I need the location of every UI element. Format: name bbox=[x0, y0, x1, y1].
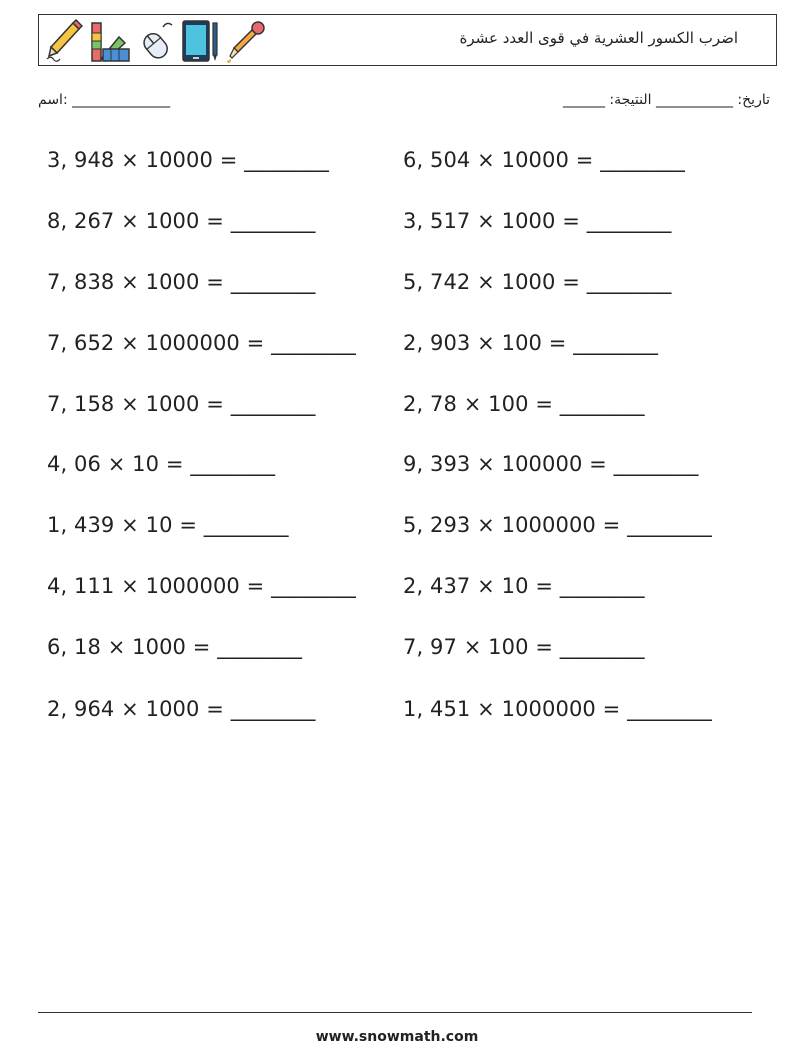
date-score-label: ______ :تاريخ: ___________ النتيجة bbox=[562, 92, 770, 108]
problem-left-5: 7, 158 × 1000 = ________ bbox=[47, 392, 316, 416]
problem-right-10: 1, 451 × 1000000 = ________ bbox=[403, 697, 712, 721]
problem-left-8: 4, 111 × 1000000 = ________ bbox=[47, 574, 356, 598]
problem-right-2: 3, 517 × 1000 = ________ bbox=[403, 209, 672, 233]
problem-left-7: 1, 439 × 10 = ________ bbox=[47, 513, 289, 537]
tablet-stylus-icon bbox=[181, 19, 221, 63]
problem-left-2: 8, 267 × 1000 = ________ bbox=[47, 209, 316, 233]
name-field-label: اسم: ______________ bbox=[38, 92, 171, 108]
problem-left-1: 3, 948 × 10000 = ________ bbox=[47, 148, 329, 172]
problem-right-9: 7, 97 × 100 = ________ bbox=[403, 635, 645, 659]
problem-left-10: 2, 964 × 1000 = ________ bbox=[47, 697, 316, 721]
pencil-icon bbox=[45, 19, 83, 63]
problem-left-4: 7, 652 × 1000000 = ________ bbox=[47, 331, 356, 355]
problem-right-5: 2, 78 × 100 = ________ bbox=[403, 392, 645, 416]
dropper-icon bbox=[227, 19, 267, 63]
worksheet-title: اضرب الكسور العشرية في قوى العدد عشرة bbox=[459, 29, 738, 47]
worksheet-header bbox=[38, 14, 777, 66]
header-icons bbox=[45, 18, 267, 64]
problem-right-4: 2, 903 × 100 = ________ bbox=[403, 331, 659, 355]
computer-mouse-icon bbox=[137, 19, 175, 63]
color-swatches-icon bbox=[89, 19, 131, 63]
problem-right-6: 9, 393 × 100000 = ________ bbox=[403, 452, 699, 476]
problem-right-1: 6, 504 × 10000 = ________ bbox=[403, 148, 685, 172]
problem-right-8: 2, 437 × 10 = ________ bbox=[403, 574, 645, 598]
problem-right-7: 5, 293 × 1000000 = ________ bbox=[403, 513, 712, 537]
problem-right-3: 5, 742 × 1000 = ________ bbox=[403, 270, 672, 294]
footer-divider bbox=[38, 1012, 752, 1013]
problem-left-6: 4, 06 × 10 = ________ bbox=[47, 452, 276, 476]
problem-left-9: 6, 18 × 1000 = ________ bbox=[47, 635, 303, 659]
footer-url: www.snowmath.com bbox=[315, 1029, 479, 1045]
problem-left-3: 7, 838 × 1000 = ________ bbox=[47, 270, 316, 294]
